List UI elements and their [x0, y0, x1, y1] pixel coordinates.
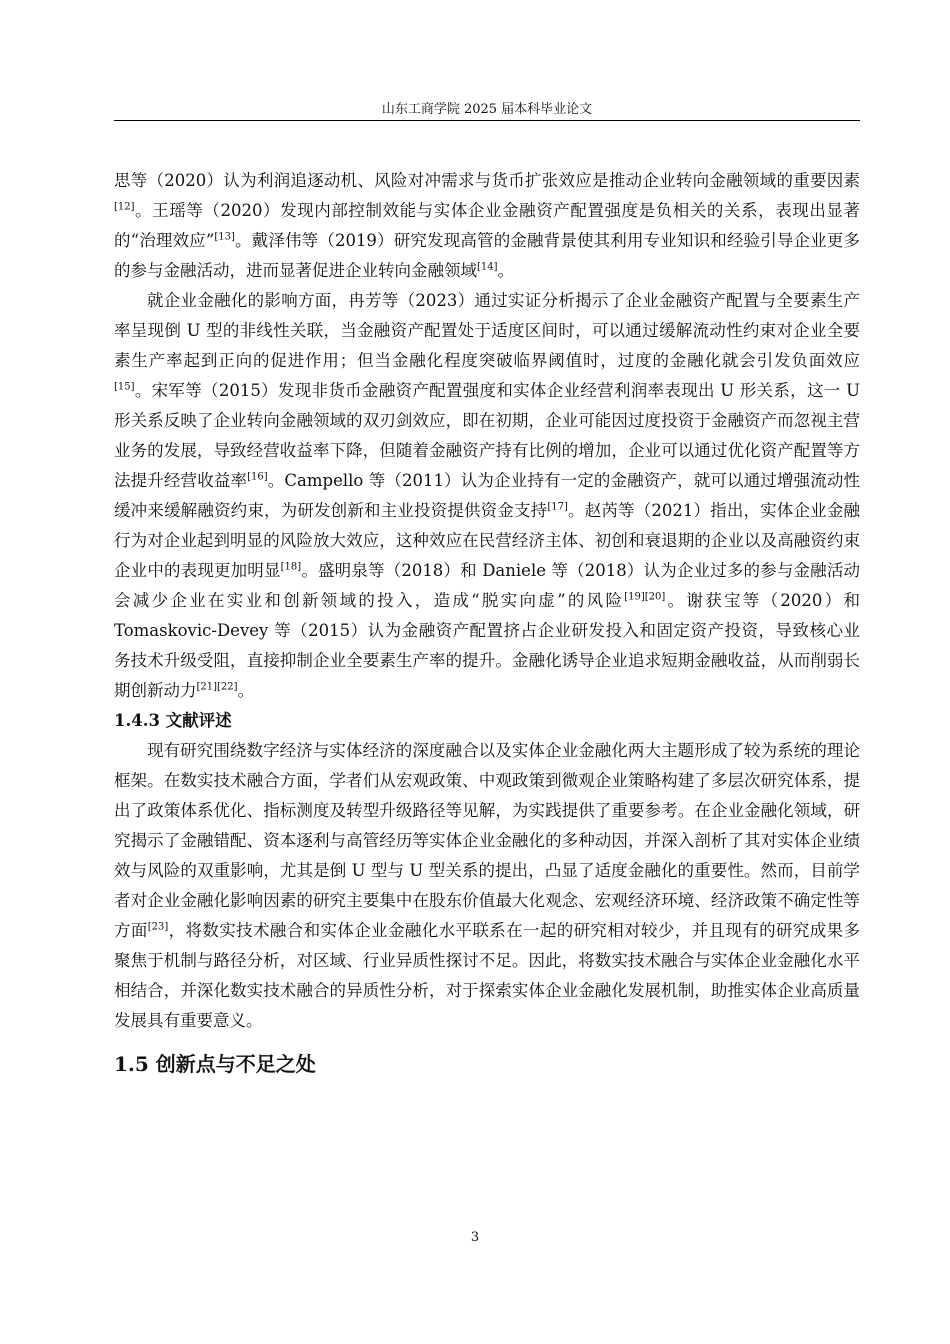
paragraph-3: 现有研究围绕数字经济与实体经济的深度融合以及实体企业金融化两大主题形成了较为系统的理论框架。在数实技术融合方面，学者们从宏观政策、中观政策到微观企业策略构建了多层次研究体系，提出了政策体系优化、指标测度及转型升级路径等见解，为实践提供了重要参考。在企业金融化领域，研究揭示了金融错配、资本逐利与高管经历等实体企业金融化的多种动因，并深入剖析了其对实体企业绩效与风险的双重影响，尤其是倒 U 型与 U 型关系的提出，凸显了适度金融化的重要性。然而，目前学者对企业金融化影响因素的研究主要集中在股东价值最大化观念、宏观经济环境、经济政策不确定性等方面[23]，将数实技术融合和实体企业金融化水平联系在一起的研究相对较少，并且现有的研究成果多聚焦于机制与路径分析，对区域、行业异质性探讨不足。因此，将数实技术融合与实体企业金融化水平相结合，并深化数实技术融合的异质性分析，对于探索实体企业金融化发展机制，助推实体企业高质量发展具有重要意义。 — [114, 741, 861, 1030]
header-rule — [114, 120, 860, 121]
citation: [15] — [114, 381, 135, 393]
citation: [21][22] — [196, 681, 238, 693]
citation: [23] — [147, 921, 169, 933]
body-text — [114, 166, 860, 1084]
citation: [14] — [477, 261, 498, 273]
page-number: 3 — [470, 1230, 480, 1245]
paragraph-1: 思等（2020）认为利润追逐动机、风险对冲需求与货币扩张效应是推动企业转向金融领域的重要因素[12]。王瑶等（2020）发现内部控制效能与实体企业金融资产配置强度是负相关的关系，表现出显著的“治理效应”[13]。戴泽伟等（2019）研究发现高管的金融背景使其利用专业知识和经验引导企业更多的参与金融活动，进而显著促进企业转向金融领域[14]。 — [114, 171, 860, 280]
citation: [13] — [214, 231, 235, 243]
running-header: 山东工商学院 2025 届本科毕业论文 — [381, 102, 593, 117]
citation: [12] — [114, 201, 135, 213]
citation: [17] — [547, 501, 568, 513]
citation: [18] — [280, 561, 302, 573]
section-heading-1-4-3: 1.4.3 文献评述 — [114, 711, 232, 730]
section-heading-1-5: 1.5 创新点与不足之处 — [114, 1052, 316, 1076]
citation: [16] — [247, 471, 268, 483]
citation: [19][20] — [624, 591, 666, 603]
paragraph-2: 就企业金融化的影响方面，冉芳等（2023）通过实证分析揭示了企业金融资产配置与全要素生产率呈现倒 U 型的非线性关联，当金融资产配置处于适度区间时，可以通过缓解流动性约束对企业全要素生产率起到正向的促进作用；但当金融化程度突破临界阈值时，过度的金融化就会引发负面效应[15]。宋军等（2015）发现非货币金融资产配置强度和实体企业经营利润率表现出 U 形关系，这一 U 形关系反映了企业转向金融领域的双刃剑效应，即在初期，企业可能因过度投资于金融资产而忽视主营业务的发展，导致经营收益率下降，但随着金融资产持有比例的增加，企业可以通过优化资产配置等方法提升经营收益率[16]。Campello 等（2011）认为企业持有一定的金融资产，就可以通过增强流动性缓冲来缓解融资约束，为研发创新和主业投资提供资金支持[17]。赵芮等（2021）指出，实体企业金融行为对企业起到明显的风险放大效应，这种效应在民营经济主体、初创和衰退期的企业以及高融资约束企业中的表现更加明显[18]。盛明泉等（2018）和 Daniele 等（2018）认为企业过多的参与金融活动会减少企业在实业和创新领域的投入，造成“脱实向虚”的风险[19][20]。谢获宝等（2020）和 Tomaskovic-Devey 等（2015）认为金融资产配置挤占企业研发投入和固定资产投资，导致核心业务技术升级受阻，直接抑制企业全要素生产率的提升。金融化诱导企业追求短期金融收益，从而削弱长期创新动力[21][22]。 — [114, 291, 861, 700]
